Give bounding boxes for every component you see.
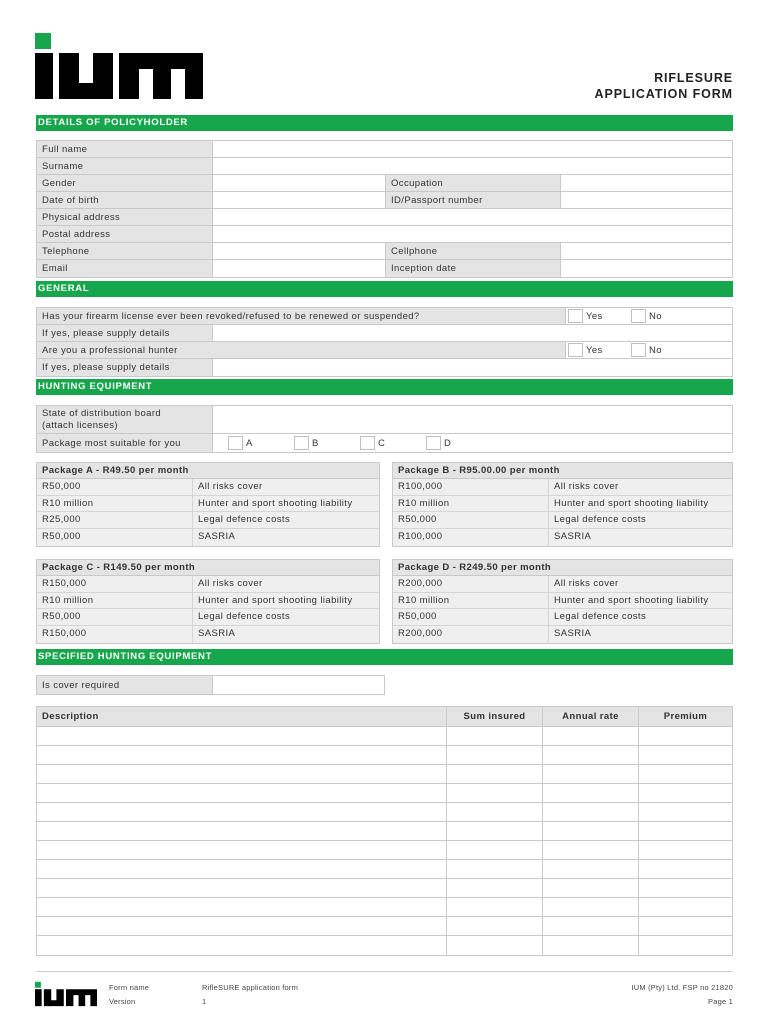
- equipment-table: [36, 706, 733, 956]
- equipment-table-header: [37, 707, 732, 727]
- premium-cell[interactable]: [638, 746, 732, 764]
- footer-divider: [36, 971, 733, 972]
- table-row: [37, 765, 732, 784]
- email-field[interactable]: [212, 260, 386, 277]
- sum-insured-cell[interactable]: [446, 784, 542, 802]
- license-revoked-no-checkbox[interactable]: [631, 309, 646, 323]
- package-c-option-label: C: [378, 437, 386, 449]
- package-title: Package C - R149.50 per month: [37, 560, 379, 576]
- package-cover: Legal defence costs: [548, 609, 732, 625]
- logo-green-square: [35, 982, 41, 988]
- package-title: Package B - R95.00.00 per month: [393, 463, 732, 479]
- package-amount: R10 million: [393, 593, 548, 609]
- distribution-board-line2: (attach licenses): [42, 419, 118, 431]
- professional-hunter-yes-checkbox[interactable]: [568, 343, 583, 357]
- package-cover: SASRIA: [192, 529, 379, 546]
- cellphone-field[interactable]: [560, 243, 732, 259]
- sum-insured-cell[interactable]: [446, 765, 542, 783]
- no-label: No: [649, 344, 662, 356]
- premium-cell[interactable]: [638, 803, 732, 821]
- annual-rate-cell[interactable]: [542, 746, 638, 764]
- form-title-line2: APPLICATION FORM: [594, 87, 733, 101]
- footer-company: IUM (Pty) Ltd. FSP no 21820: [631, 983, 733, 992]
- general-table: [36, 307, 733, 377]
- annual-rate-cell[interactable]: [542, 727, 638, 745]
- package-cover: SASRIA: [548, 626, 732, 643]
- section-hunting-heading: HUNTING EQUIPMENT: [36, 379, 733, 395]
- package-a-box: [36, 462, 380, 547]
- annual-rate-cell[interactable]: [542, 898, 638, 916]
- package-cover: Hunter and sport shooting liability: [192, 593, 379, 609]
- package-amount: R10 million: [37, 593, 192, 609]
- premium-cell[interactable]: [638, 784, 732, 802]
- professional-hunter-no-checkbox[interactable]: [631, 343, 646, 357]
- hunter-details-field[interactable]: [212, 359, 732, 376]
- distribution-board-label: [37, 406, 212, 433]
- annual-rate-cell[interactable]: [542, 765, 638, 783]
- surname-field[interactable]: [212, 158, 732, 174]
- annual-rate-cell[interactable]: [542, 841, 638, 859]
- package-cover: All risks cover: [192, 576, 379, 592]
- sum-insured-cell[interactable]: [446, 898, 542, 916]
- cover-required-label: Is cover required: [37, 676, 212, 694]
- description-cell[interactable]: [37, 898, 446, 916]
- footer-ium-logo: [35, 980, 97, 1008]
- premium-cell[interactable]: [638, 898, 732, 916]
- package-title: Package A - R49.50 per month: [37, 463, 379, 479]
- package-c-checkbox[interactable]: [360, 436, 375, 450]
- table-row: [37, 746, 732, 765]
- premium-cell[interactable]: [638, 841, 732, 859]
- section-general-heading: GENERAL: [36, 281, 733, 297]
- package-b-option-label: B: [312, 437, 319, 449]
- table-row: [37, 898, 732, 917]
- description-cell[interactable]: [37, 860, 446, 878]
- sum-insured-cell[interactable]: [446, 879, 542, 897]
- package-cover: Legal defence costs: [548, 512, 732, 528]
- surname-label: Surname: [37, 158, 212, 174]
- telephone-label: Telephone: [37, 243, 212, 259]
- table-row: [37, 936, 732, 955]
- annual-rate-cell[interactable]: [542, 936, 638, 955]
- annual-rate-cell[interactable]: [542, 784, 638, 802]
- sum-insured-cell[interactable]: [446, 860, 542, 878]
- gender-label: Gender: [37, 175, 212, 191]
- sum-insured-cell[interactable]: [446, 727, 542, 745]
- cover-required-field[interactable]: [212, 676, 384, 694]
- sum-insured-column-header: Sum insured: [446, 707, 542, 726]
- annual-rate-cell[interactable]: [542, 917, 638, 935]
- description-cell[interactable]: [37, 879, 446, 897]
- postal-address-field[interactable]: [212, 226, 732, 242]
- package-amount: R50,000: [393, 512, 548, 528]
- gender-field[interactable]: [212, 175, 386, 191]
- package-a-option-label: A: [246, 437, 253, 449]
- package-b-box: [392, 462, 733, 547]
- table-row: [37, 841, 732, 860]
- email-label: Email: [37, 260, 212, 277]
- package-amount: R25,000: [37, 512, 192, 528]
- footer-form-name-label: Form name: [109, 983, 150, 992]
- package-amount: R200,000: [393, 576, 548, 592]
- policyholder-table: [36, 140, 733, 278]
- package-a-checkbox[interactable]: [228, 436, 243, 450]
- package-cover: Legal defence costs: [192, 609, 379, 625]
- footer-form-name-value: RifleSURE application form: [202, 983, 299, 992]
- full-name-field[interactable]: [212, 141, 732, 157]
- dob-label: Date of birth: [37, 192, 212, 208]
- package-amount: R150,000: [37, 576, 192, 592]
- occupation-field[interactable]: [560, 175, 732, 191]
- sum-insured-cell[interactable]: [446, 917, 542, 935]
- form-title-line1: RIFLESURE: [654, 71, 733, 85]
- premium-column-header: Premium: [638, 707, 732, 726]
- premium-cell[interactable]: [638, 822, 732, 840]
- package-cover: Hunter and sport shooting liability: [548, 496, 732, 512]
- table-row: [37, 727, 732, 746]
- package-amount: R200,000: [393, 626, 548, 643]
- yes-label: Yes: [586, 344, 603, 356]
- section-policyholder-heading: DETAILS OF POLICYHOLDER: [36, 115, 733, 131]
- postal-address-label: Postal address: [37, 226, 212, 242]
- table-row: [37, 784, 732, 803]
- sum-insured-cell[interactable]: [446, 841, 542, 859]
- premium-cell[interactable]: [638, 727, 732, 745]
- description-cell[interactable]: [37, 841, 446, 859]
- premium-cell[interactable]: [638, 879, 732, 897]
- package-options: [212, 434, 732, 452]
- full-name-label: Full name: [37, 141, 212, 157]
- description-cell[interactable]: [37, 746, 446, 764]
- id-passport-field[interactable]: [560, 192, 732, 208]
- annual-rate-cell[interactable]: [542, 860, 638, 878]
- footer-version-label: Version: [109, 997, 136, 1006]
- hunting-table: [36, 405, 733, 453]
- physical-address-label: Physical address: [37, 209, 212, 225]
- package-amount: R100,000: [393, 479, 548, 495]
- license-revoked-question: Has your firearm license ever been revoked/refused to be renewed or suspended?: [37, 308, 565, 324]
- description-cell[interactable]: [37, 765, 446, 783]
- inception-date-field[interactable]: [560, 260, 732, 277]
- package-d-checkbox[interactable]: [426, 436, 441, 450]
- cellphone-label: Cellphone: [386, 243, 560, 259]
- footer-page-number: Page 1: [708, 997, 733, 1006]
- package-cover: All risks cover: [548, 479, 732, 495]
- professional-hunter-options: [565, 342, 732, 358]
- description-cell[interactable]: [37, 917, 446, 935]
- id-passport-label: ID/Passport number: [386, 192, 560, 208]
- sum-insured-cell[interactable]: [446, 746, 542, 764]
- table-row: [37, 917, 732, 936]
- package-cover: SASRIA: [548, 529, 732, 546]
- license-details-label: If yes, please supply details: [37, 325, 212, 341]
- premium-cell[interactable]: [638, 765, 732, 783]
- description-cell[interactable]: [37, 936, 446, 955]
- package-amount: R150,000: [37, 626, 192, 643]
- license-details-field[interactable]: [212, 325, 732, 341]
- occupation-label: Occupation: [386, 175, 560, 191]
- premium-cell[interactable]: [638, 860, 732, 878]
- distribution-board-line1: State of distribution board: [42, 407, 162, 419]
- annual-rate-column-header: Annual rate: [542, 707, 638, 726]
- premium-cell[interactable]: [638, 917, 732, 935]
- package-cover: Hunter and sport shooting liability: [192, 496, 379, 512]
- premium-cell[interactable]: [638, 936, 732, 955]
- description-cell[interactable]: [37, 727, 446, 745]
- package-d-box: [392, 559, 733, 644]
- package-amount: R50,000: [37, 479, 192, 495]
- package-amount: R50,000: [37, 529, 192, 546]
- package-cover: Hunter and sport shooting liability: [548, 593, 732, 609]
- sum-insured-cell[interactable]: [446, 936, 542, 955]
- section-specified-heading: SPECIFIED HUNTING EQUIPMENT: [36, 649, 733, 665]
- package-cover: All risks cover: [192, 479, 379, 495]
- annual-rate-cell[interactable]: [542, 879, 638, 897]
- professional-hunter-question: Are you a professional hunter: [37, 342, 565, 358]
- package-amount: R50,000: [393, 609, 548, 625]
- package-amount: R100,000: [393, 529, 548, 546]
- package-title: Package D - R249.50 per month: [393, 560, 732, 576]
- ium-logo: [35, 33, 203, 99]
- table-row: [37, 803, 732, 822]
- description-cell[interactable]: [37, 784, 446, 802]
- no-label: No: [649, 310, 662, 322]
- description-cell[interactable]: [37, 803, 446, 821]
- package-d-option-label: D: [444, 437, 452, 449]
- inception-date-label: Inception date: [386, 260, 560, 277]
- annual-rate-cell[interactable]: [542, 803, 638, 821]
- telephone-field[interactable]: [212, 243, 386, 259]
- logo-green-square: [35, 33, 51, 49]
- hunter-details-label: If yes, please supply details: [37, 359, 212, 376]
- table-row: [37, 822, 732, 841]
- description-cell[interactable]: [37, 822, 446, 840]
- package-cover: SASRIA: [192, 626, 379, 643]
- physical-address-field[interactable]: [212, 209, 732, 225]
- package-cover: Legal defence costs: [192, 512, 379, 528]
- package-choice-label: Package most suitable for you: [37, 434, 212, 452]
- package-amount: R10 million: [393, 496, 548, 512]
- form-title: [595, 70, 733, 102]
- dob-field[interactable]: [212, 192, 386, 208]
- license-revoked-options: [565, 308, 732, 324]
- yes-label: Yes: [586, 310, 603, 322]
- sum-insured-cell[interactable]: [446, 822, 542, 840]
- annual-rate-cell[interactable]: [542, 822, 638, 840]
- package-cover: All risks cover: [548, 576, 732, 592]
- sum-insured-cell[interactable]: [446, 803, 542, 821]
- footer-version-value: 1: [202, 997, 207, 1006]
- distribution-board-field[interactable]: [212, 406, 732, 433]
- package-amount: R10 million: [37, 496, 192, 512]
- package-b-checkbox[interactable]: [294, 436, 309, 450]
- table-row: [37, 860, 732, 879]
- cover-required-table: [36, 675, 385, 695]
- package-c-box: [36, 559, 380, 644]
- table-row: [37, 879, 732, 898]
- description-column-header: Description: [42, 711, 99, 722]
- package-amount: R50,000: [37, 609, 192, 625]
- license-revoked-yes-checkbox[interactable]: [568, 309, 583, 323]
